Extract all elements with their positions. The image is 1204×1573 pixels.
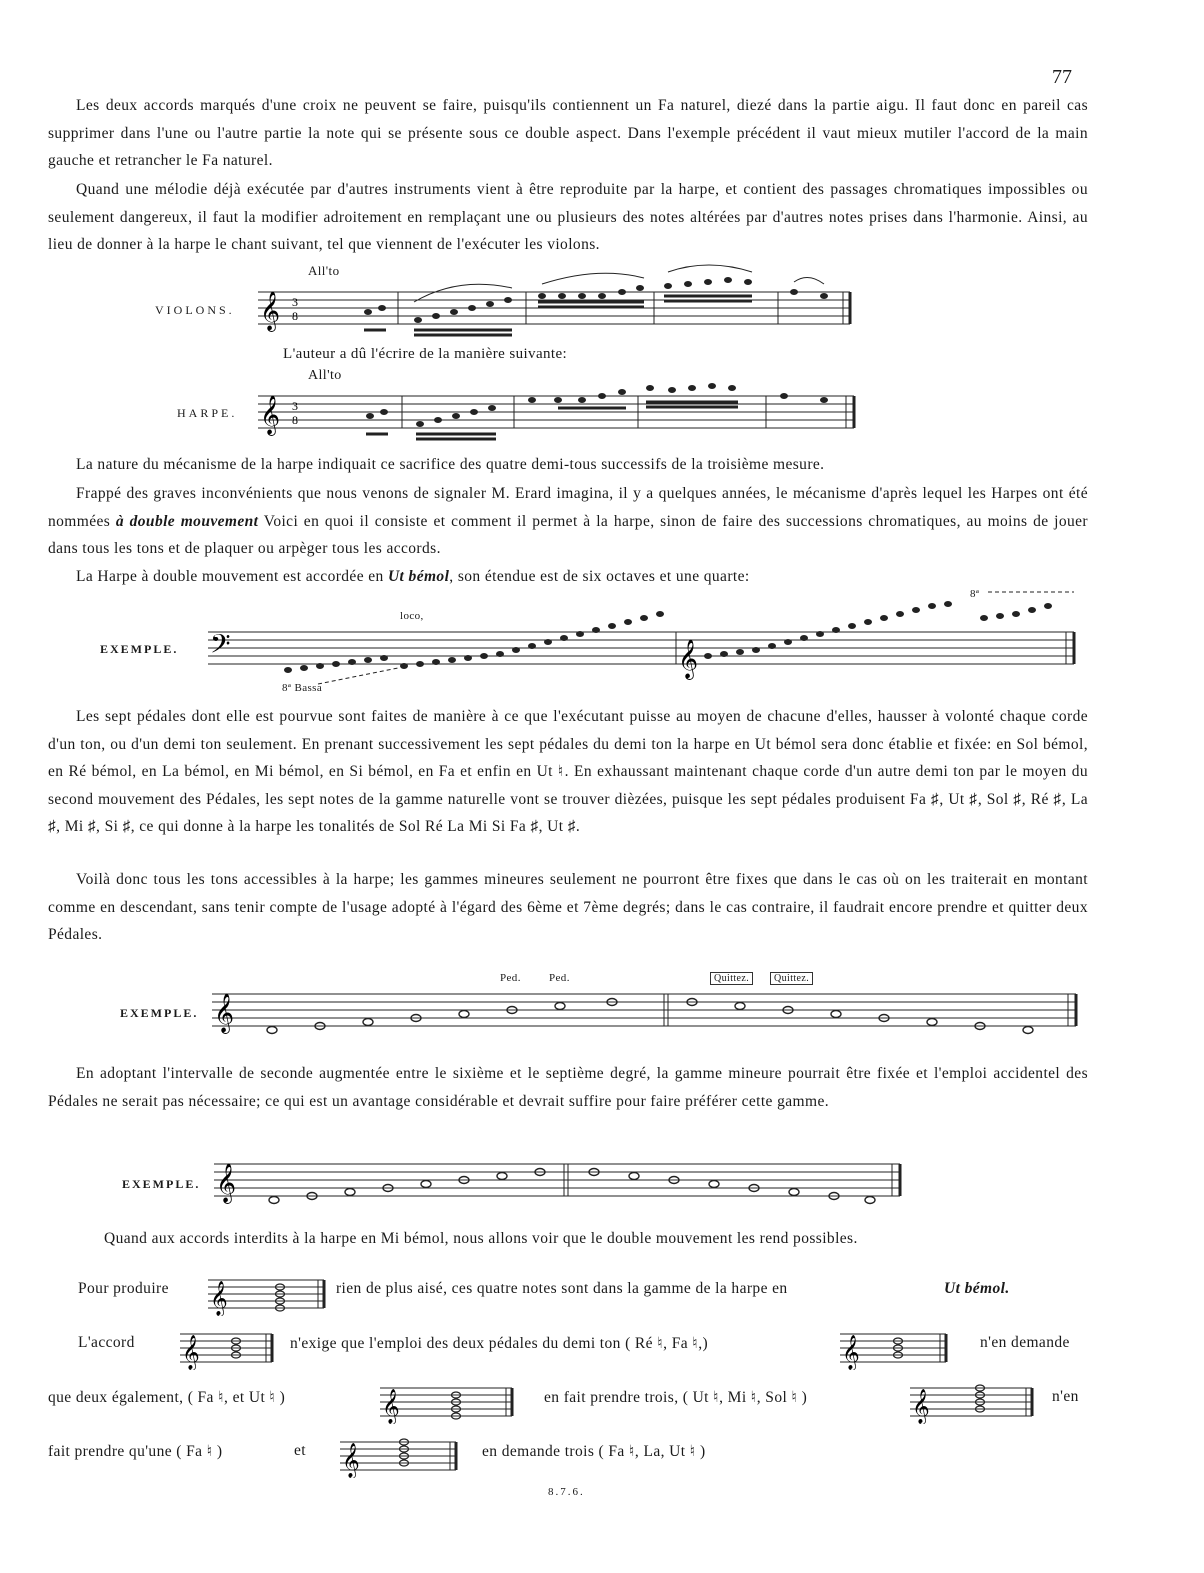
tempo-marking-1: All'to	[308, 263, 340, 278]
octave-high-marking: 8ª	[970, 588, 980, 600]
paragraph-4-text-b: à double mouvement	[115, 512, 259, 530]
paragraph-4-text-c: Voici en quoi il consiste et comment il permet à la harpe, sinon de faire des successions chromatiques, au moins de jouer dans tous les tons et de plaquer ou arpèger tous les accords.	[48, 512, 1088, 557]
paragraph-5-text-b: Ut bémol	[387, 568, 450, 585]
paragraph-7	[48, 866, 1088, 949]
minor-scale-pedals-staff	[212, 990, 1080, 1040]
inline-chord-row-3-text-b: en fait prendre trois, ( Ut ♮, Mi ♮, Sol ♮ )	[544, 1389, 808, 1406]
svg-text:𝄞: 𝄞	[912, 1389, 931, 1424]
paragraph-5-text-a: La Harpe à double mouvement est accordée en	[76, 568, 388, 585]
inline-chord-row-3	[48, 1374, 1088, 1428]
exemple-label-1: EXEMPLE.	[100, 642, 179, 656]
svg-text:𝄞: 𝄞	[842, 1335, 861, 1370]
violons-label: VIOLONS.	[155, 303, 235, 317]
svg-text:8: 8	[292, 309, 298, 323]
footer-mark: 8.7.6.	[548, 1486, 585, 1498]
paragraph-3-text: La nature du mécanisme de la harpe indiquait ce sacrifice des quatre demi-tous successifs de la troisième mesure.	[76, 456, 825, 473]
ped-marking-1: Ped.	[500, 972, 521, 984]
paragraph-8	[48, 1060, 1088, 1115]
chord-staff-1	[208, 1270, 328, 1316]
page-number: 77	[1052, 66, 1072, 88]
chord-staff-4	[380, 1378, 516, 1424]
paragraph-5-text-c: , son étendue est de six octaves et une quarte:	[449, 568, 750, 585]
paragraph-6	[48, 703, 1088, 841]
inline-chord-row-1-text-c: Ut bémol.	[944, 1280, 1010, 1297]
tempo-marking-2: All'to	[308, 368, 342, 383]
ped-marking-2: Ped.	[549, 972, 570, 984]
svg-text:𝄞: 𝄞	[342, 1443, 361, 1478]
paragraph-2-text: Quand une mélodie déjà exécutée par d'autres instruments vient à être reproduite par la harpe, et contient des passages chromatiques impossibles ou seulement dangereux, il faut la modifier adroitement en remplaçant une ou plusieurs des notes altérées par d'autres notes prises dans l'harmonie. Ainsi, au lieu de donner à la harpe le chant suivant, tel que viennent de l'exécuter les violons.	[48, 181, 1088, 253]
paragraph-8-text: En adoptant l'intervalle de seconde augmentée entre le sixième et le septième degré, la gamme mineure pourrait être fixée et l'emploi accidentel des Pédales ne serait pas nécessaire; ce qui est un avantage considérable et devrait suffire pour faire préférer cette gamme.	[48, 1065, 1088, 1110]
svg-text:𝄞: 𝄞	[260, 291, 281, 331]
paragraph-1-text: Les deux accords marqués d'une croix ne peuvent se faire, puisqu'ils contiennent un Fa naturel, diezé dans la partie aigu. Il faut donc en pareil cas supprimer dans l'une ou l'autre partie la note qui se présente sous ce double aspect. Dans l'exemple précédent il vaut mieux mutiler l'accord de la main gauche et retrancher le Fa naturel.	[48, 97, 1088, 169]
paragraph-9-text: Quand aux accords interdits à la harpe en Mi bémol, nous allons voir que le double mouvement les rend possibles.	[104, 1230, 858, 1247]
inline-chord-row-4	[48, 1428, 1088, 1482]
inline-chord-row-3-text-c: n'en	[1052, 1388, 1079, 1405]
svg-text:𝄞: 𝄞	[382, 1389, 401, 1424]
inline-chord-row-4-text-b: et	[294, 1442, 306, 1459]
svg-text:𝄞: 𝄞	[216, 1163, 237, 1203]
paragraph-9	[48, 1225, 1088, 1253]
svg-text:8: 8	[292, 413, 298, 427]
inline-chord-row-3-text-a: que deux également, ( Fa ♮, et Ut ♮ )	[48, 1389, 286, 1406]
svg-text:𝄢: 𝄢	[210, 628, 231, 666]
chord-staff-6	[340, 1432, 460, 1478]
svg-text:3: 3	[292, 399, 298, 413]
svg-text:𝄞: 𝄞	[182, 1335, 201, 1370]
chord-staff-5	[910, 1378, 1036, 1424]
exemple-label-3: EXEMPLE.	[122, 1177, 201, 1191]
paragraph-4-text-a: Frappé des graves inconvénients que nous venons de signaler M. Erard imagina, il y a quelques années, le mécanisme d'après lequel les Harpes ont été nommées	[48, 485, 1088, 530]
svg-text:𝄞: 𝄞	[214, 993, 235, 1033]
caption-between: L'auteur a dû l'écrire de la manière suivante:	[283, 346, 568, 362]
paragraph-1	[48, 92, 1088, 175]
svg-text:3: 3	[292, 295, 298, 309]
chord-staff-2	[180, 1324, 276, 1370]
inline-chord-row-1-text-b: rien de plus aisé, ces quatre notes sont dans la gamme de la harpe en	[336, 1280, 788, 1297]
violons-staff	[258, 282, 854, 342]
range-staff	[208, 596, 1078, 686]
quittez-marking-1: Quittez.	[710, 972, 753, 985]
harpe-staff	[258, 386, 858, 446]
paragraph-6-text: Les sept pédales dont elle est pourvue sont faites de manière à ce que l'exécutant puisse au moyen de chacune d'elles, hausser à volonté chaque corde d'un ton, ou d'un demi ton seulement. En prenant successivement les sept pédales du demi ton la harpe en Ut bémol sera donc établie et fixée: en Sol bémol, en Ré bémol, en La bémol, en Mi bémol, en Si bémol, en Fa et enfin en Ut ♮. En exhaussant maintenant chaque corde d'un autre demi ton par le moyen du second mouvement des Pédales, les sept notes de la gamme naturelle vont se trouver dièzées, puisque les sept pédales produisent Fa ♯, Ut ♯, Sol ♯, Ré ♯, La ♯, Mi ♯, Si ♯, ce qui donne à la harpe les tonalités de Sol Ré La Mi Si Fa ♯, Ut ♯.	[48, 708, 1088, 835]
svg-text:𝄞: 𝄞	[260, 395, 281, 435]
svg-text:𝄞: 𝄞	[210, 1281, 229, 1316]
paragraph-7-text: Voilà donc tous les tons accessibles à la harpe; les gammes mineures seulement ne pourront être fixes que dans le cas où on les traiterait en montant comme en descendant, sans tenir compte de l'usage adopté à l'égard des 6ème et 7ème degrés; dans le cas contraire, il faudrait encore prendre et quitter deux Pédales.	[48, 871, 1088, 943]
minor-scale-augmented-staff	[214, 1160, 904, 1210]
octave-low-marking: 8ª Bassa	[282, 682, 323, 694]
paragraph-2	[48, 176, 1088, 259]
exemple-label-2: EXEMPLE.	[120, 1006, 199, 1020]
svg-text:𝄞: 𝄞	[678, 639, 699, 679]
paragraph-4	[48, 480, 1088, 563]
quittez-marking-2: Quittez.	[770, 972, 813, 985]
inline-chord-row-1-text-a: Pour produire	[78, 1280, 169, 1297]
chord-staff-3	[840, 1324, 950, 1370]
inline-chord-row-4-text-c: en demande trois ( Fa ♮, La, Ut ♮ )	[482, 1443, 706, 1460]
inline-chord-row-2-text-b: n'exige que l'emploi des deux pédales du demi ton ( Ré ♮, Fa ♮,)	[290, 1335, 709, 1352]
inline-chord-row-2	[48, 1320, 1088, 1374]
paragraph-5	[48, 563, 1088, 591]
paragraph-3	[48, 451, 1088, 479]
inline-chord-row-2-text-a: L'accord	[78, 1334, 135, 1351]
inline-chord-row-1	[48, 1266, 1088, 1320]
inline-chord-row-2-text-c: n'en demande	[980, 1334, 1070, 1351]
inline-chord-row-4-text-a: fait prendre qu'une ( Fa ♮ )	[48, 1443, 223, 1460]
loco-marking: loco,	[400, 610, 424, 622]
harpe-label: HARPE.	[177, 406, 238, 420]
